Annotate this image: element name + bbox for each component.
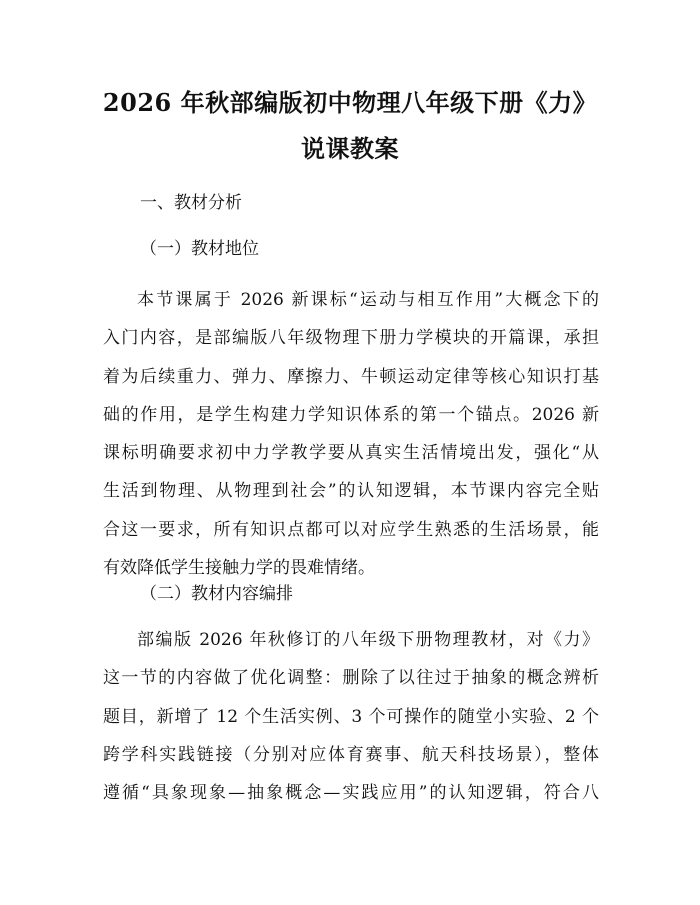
paragraph-line: 入门内容，是部编版八年级物理下册力学模块的开篇课，承担	[103, 328, 599, 349]
paragraph-line: 题目，新增了 12 个生活实例、3 个可操作的随堂小实验、2 个	[103, 706, 599, 727]
paragraph-line: 有效降低学生接触力学的畏难情绪。	[103, 558, 375, 579]
document-title-line-1: 2026 年秋部编版初中物理八年级下册《力》	[102, 88, 598, 117]
paragraph-line: 生活到物理、从物理到社会”的认知逻辑，本节课内容完全贴	[103, 481, 599, 502]
section-heading-textbook-analysis: 一、教材分析	[140, 193, 242, 213]
paragraph-line: 合这一要求，所有知识点都可以对应学生熟悉的生活场景，能	[103, 519, 599, 540]
paragraph-line: 础的作用，是学生构建力学知识体系的第一个锚点。2026 新	[103, 404, 599, 425]
paragraph-line: 着为后续重力、弹力、摩擦力、牛顿运动定律等核心知识打基	[103, 366, 599, 387]
subsection-heading-content-arrangement: （二）教材内容编排	[140, 584, 293, 604]
paragraph-content-arrangement	[103, 628, 599, 819]
paragraph-line: 部编版 2026 年秋修订的八年级下册物理教材，对《力》	[137, 630, 599, 650]
paragraph-line: 课标明确要求初中力学教学要从真实生活情境出发，强化“从	[103, 443, 599, 464]
paragraph-line: 跨学科实践链接（分别对应体育赛事、航天科技场景），整体	[103, 744, 599, 765]
paragraph-line: 遵循“具象现象—抽象概念—实践应用”的认知逻辑，符合八	[103, 783, 599, 804]
subsection-heading-textbook-status: （一）教材地位	[140, 239, 259, 259]
document-title-line-2: 说课教案	[301, 134, 399, 163]
paragraph-textbook-status	[103, 288, 599, 594]
paragraph-line: 本节课属于 2026 新课标“运动与相互作用”大概念下的	[137, 290, 599, 310]
paragraph-line: 这一节的内容做了优化调整：删除了以往过于抽象的概念辨析	[103, 668, 599, 689]
